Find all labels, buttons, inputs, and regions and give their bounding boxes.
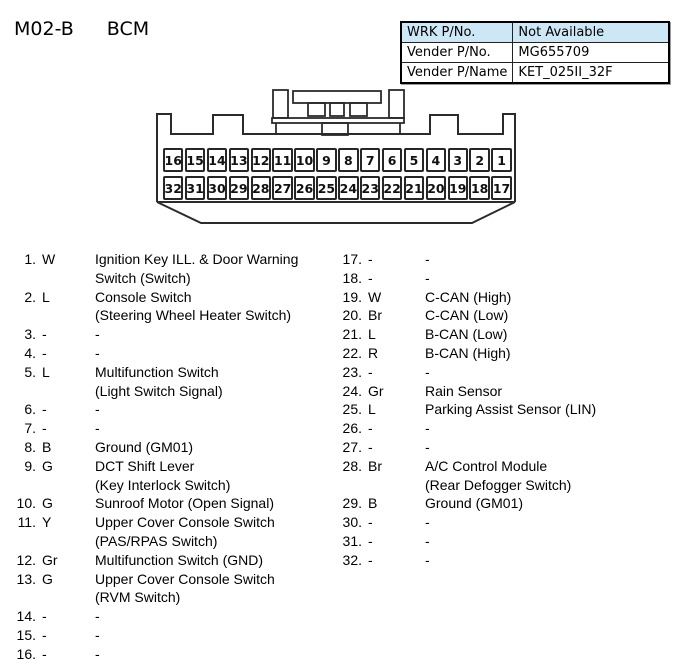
- pin-entry-26: [326, 419, 596, 438]
- info-row: [401, 22, 669, 43]
- pin-number: 21.: [342, 326, 362, 343]
- wire-color-code: -: [42, 626, 47, 643]
- wire-color-code: Br: [368, 457, 382, 474]
- pin-entry-10: [0, 494, 298, 513]
- connector-pin-16: 16: [163, 148, 183, 172]
- wire-color-code: -: [42, 645, 47, 662]
- pin-entry-5: [0, 363, 298, 401]
- info-row: [401, 43, 669, 63]
- wire-color-code: Gr: [42, 551, 58, 568]
- wire-color-code: G: [42, 570, 53, 587]
- pin-number: 31.: [342, 532, 362, 549]
- pin-number: 30.: [342, 514, 362, 531]
- pin-number: 23.: [342, 363, 362, 380]
- pin-entry-1: [0, 250, 298, 288]
- wire-color-code: L: [42, 363, 50, 380]
- pin-number: 19.: [342, 288, 362, 305]
- pin-description: -: [425, 438, 430, 455]
- wire-color-code: -: [42, 401, 47, 418]
- connector-pin-27: 27: [272, 176, 292, 200]
- connector-pin-10: 10: [294, 148, 314, 172]
- pin-entry-4: [0, 344, 298, 363]
- pin-list-left: [0, 250, 298, 664]
- pin-number: 26.: [342, 420, 362, 437]
- pin-description: Ground (GM01): [425, 495, 524, 512]
- connector-pin-4: 4: [426, 148, 446, 172]
- pin-number: 29.: [342, 495, 362, 512]
- connector-pin-28: 28: [251, 176, 271, 200]
- pin-number: 13.: [16, 570, 36, 587]
- wire-color-code: G: [42, 495, 53, 512]
- connector-pin-19: 19: [448, 176, 468, 200]
- pin-description: Ignition Key ILL. & Door Warning Switch (Switch): [95, 251, 299, 286]
- wire-color-code: -: [368, 251, 373, 267]
- connector-diagram: [150, 86, 522, 228]
- pin-number: 14.: [16, 608, 36, 625]
- pin-number: 18.: [342, 269, 362, 286]
- wire-color-code: L: [42, 288, 50, 305]
- connector-pin-23: 23: [360, 176, 380, 200]
- connector-name: BCM: [106, 18, 150, 40]
- pin-description: -: [95, 344, 100, 361]
- wire-color-code: -: [368, 551, 373, 568]
- pin-entry-29: [326, 494, 596, 513]
- pin-description: Rain Sensor: [425, 382, 503, 399]
- connector-pin-15: 15: [185, 148, 205, 172]
- pin-description: Multifunction Switch (GND): [95, 551, 264, 568]
- info-row: [401, 63, 669, 84]
- pin-description: -: [425, 551, 430, 568]
- pin-description: B-CAN (High): [425, 344, 511, 361]
- pin-entry-6: [0, 400, 298, 419]
- wire-color-code: Gr: [368, 382, 384, 399]
- pin-entry-21: [326, 325, 596, 344]
- pin-description: -: [425, 420, 430, 437]
- info-label: Vender P/No.: [401, 43, 513, 63]
- pin-description: Ground (GM01): [95, 438, 194, 455]
- connector-pin-22: 22: [382, 176, 402, 200]
- pin-number: 8.: [24, 438, 36, 455]
- pin-entry-8: [0, 438, 298, 457]
- pin-entry-2: [0, 288, 298, 326]
- pin-number: 16.: [16, 645, 36, 662]
- info-value: MG655709: [513, 43, 670, 63]
- pin-entry-9: [0, 457, 298, 495]
- connector-pin-20: 20: [426, 176, 446, 200]
- connector-pin-7: 7: [360, 148, 380, 172]
- connector-pin-row-bottom: [163, 176, 512, 200]
- connector-pin-13: 13: [229, 148, 249, 172]
- pin-description: Upper Cover Console Switch (PAS/RPAS Switch): [95, 514, 275, 549]
- pin-number: 24.: [342, 382, 362, 399]
- pin-entry-7: [0, 419, 298, 438]
- connector-pin-2: 2: [469, 148, 489, 172]
- connector-id: M02-B: [14, 18, 74, 40]
- pin-entry-13: [0, 570, 298, 608]
- pin-number: 4.: [24, 344, 36, 361]
- connector-pin-11: 11: [272, 148, 292, 172]
- page-title: [14, 18, 149, 40]
- connector-pin-9: 9: [316, 148, 336, 172]
- pin-description: -: [95, 626, 100, 643]
- pin-description: -: [425, 269, 430, 286]
- pin-number: 6.: [24, 401, 36, 418]
- wire-color-code: L: [368, 401, 376, 418]
- pin-entry-31: [326, 532, 596, 551]
- pin-entry-25: [326, 400, 596, 419]
- wire-color-code: -: [42, 344, 47, 361]
- pin-number: 7.: [24, 420, 36, 437]
- connector-pin-8: 8: [338, 148, 358, 172]
- wire-color-code: -: [368, 438, 373, 455]
- pin-entry-18: [326, 269, 596, 288]
- pin-description: -: [95, 420, 100, 437]
- info-value: KET_025II_32F: [513, 63, 670, 84]
- pin-description: Parking Assist Sensor (LIN): [425, 401, 597, 418]
- pin-description: -: [95, 645, 100, 662]
- pin-entry-3: [0, 325, 298, 344]
- pin-description: Upper Cover Console Switch (RVM Switch): [95, 570, 275, 606]
- pin-entry-27: [326, 438, 596, 457]
- connector-pin-14: 14: [207, 148, 227, 172]
- wire-color-code: -: [368, 532, 373, 549]
- info-label: Vender P/Name: [401, 63, 513, 84]
- pin-entry-28: [326, 457, 596, 495]
- pin-description: C-CAN (High): [425, 288, 512, 305]
- pin-description: -: [95, 608, 100, 625]
- connector-pin-6: 6: [382, 148, 402, 172]
- pin-number: 12.: [16, 551, 36, 568]
- connector-pin-18: 18: [469, 176, 489, 200]
- connector-pin-3: 3: [448, 148, 468, 172]
- info-label: WRK P/No.: [401, 22, 513, 43]
- pin-entry-23: [326, 363, 596, 382]
- wire-color-code: -: [368, 269, 373, 286]
- pin-number: 9.: [24, 457, 36, 474]
- pin-number: 28.: [342, 457, 362, 474]
- pin-number: 1.: [24, 251, 36, 267]
- wire-color-code: -: [42, 420, 47, 437]
- wire-color-code: W: [42, 251, 56, 267]
- pin-description: Sunroof Motor (Open Signal): [95, 495, 274, 512]
- pin-description: -: [425, 532, 430, 549]
- wire-color-code: B: [42, 438, 52, 455]
- pin-number: 11.: [17, 514, 36, 531]
- connector-pin-31: 31: [185, 176, 205, 200]
- pin-entry-20: [326, 306, 596, 325]
- pin-entry-17: [326, 250, 596, 269]
- pin-description: Multifunction Switch (Light Switch Signal): [95, 363, 223, 399]
- connector-pin-1: 1: [491, 148, 511, 172]
- connector-pin-12: 12: [251, 148, 271, 172]
- pin-entry-15: [0, 626, 298, 645]
- pin-entry-24: [326, 382, 596, 401]
- pin-entry-22: [326, 344, 596, 363]
- pin-number: 22.: [342, 344, 362, 361]
- pin-entry-14: [0, 607, 298, 626]
- pin-description: B-CAN (Low): [425, 326, 508, 343]
- connector-pin-21: 21: [404, 176, 424, 200]
- connector-pin-5: 5: [404, 148, 424, 172]
- wire-color-code: -: [368, 420, 373, 437]
- part-info-table: [400, 21, 670, 84]
- pin-entry-32: [326, 551, 596, 570]
- connector-pin-25: 25: [316, 176, 336, 200]
- connector-pin-30: 30: [207, 176, 227, 200]
- connector-pin-24: 24: [338, 176, 358, 200]
- pin-entry-19: [326, 288, 596, 307]
- pin-number: 5.: [24, 363, 36, 380]
- wire-color-code: L: [368, 326, 376, 343]
- wire-color-code: -: [42, 608, 47, 625]
- pin-list-right: [326, 250, 596, 570]
- pin-entry-11: [0, 513, 298, 551]
- pin-description: -: [425, 514, 430, 531]
- pin-description: A/C Control Module (Rear Defogger Switch): [425, 457, 572, 493]
- wire-color-code: -: [368, 514, 373, 531]
- wire-color-code: Br: [368, 307, 382, 324]
- wire-color-code: -: [42, 326, 47, 343]
- wire-color-code: R: [368, 344, 379, 361]
- pin-number: 25.: [342, 401, 362, 418]
- wire-color-code: Y: [42, 514, 52, 531]
- pin-description: DCT Shift Lever (Key Interlock Switch): [95, 457, 231, 493]
- pin-description: -: [95, 326, 100, 343]
- pin-number: 15.: [16, 626, 36, 643]
- pin-entry-30: [326, 513, 596, 532]
- connector-latch: [272, 90, 404, 135]
- connector-pin-26: 26: [294, 176, 314, 200]
- wire-color-code: B: [368, 495, 378, 512]
- wire-color-code: -: [368, 363, 373, 380]
- connector-pin-32: 32: [163, 176, 183, 200]
- pin-number: 27.: [342, 438, 362, 455]
- pin-number: 3.: [24, 326, 36, 343]
- pin-entry-16: [0, 645, 298, 664]
- pin-entry-12: [0, 551, 298, 570]
- connector-pin-17: 17: [491, 176, 511, 200]
- wire-color-code: W: [368, 288, 382, 305]
- info-value: Not Available: [513, 22, 670, 43]
- pin-number: 17.: [342, 251, 362, 267]
- pin-number: 32.: [342, 551, 362, 568]
- connector-pin-29: 29: [229, 176, 249, 200]
- pin-description: C-CAN (Low): [425, 307, 509, 324]
- pin-description: -: [425, 363, 430, 380]
- connector-pin-row-top: [163, 148, 512, 172]
- wire-color-code: G: [42, 457, 53, 474]
- pin-description: -: [425, 251, 430, 267]
- pin-number: 20.: [342, 307, 362, 324]
- pin-number: 2.: [24, 288, 36, 305]
- pin-description: -: [95, 401, 100, 418]
- pin-number: 10.: [16, 495, 36, 512]
- pin-description: Console Switch (Steering Wheel Heater Switch): [95, 288, 292, 324]
